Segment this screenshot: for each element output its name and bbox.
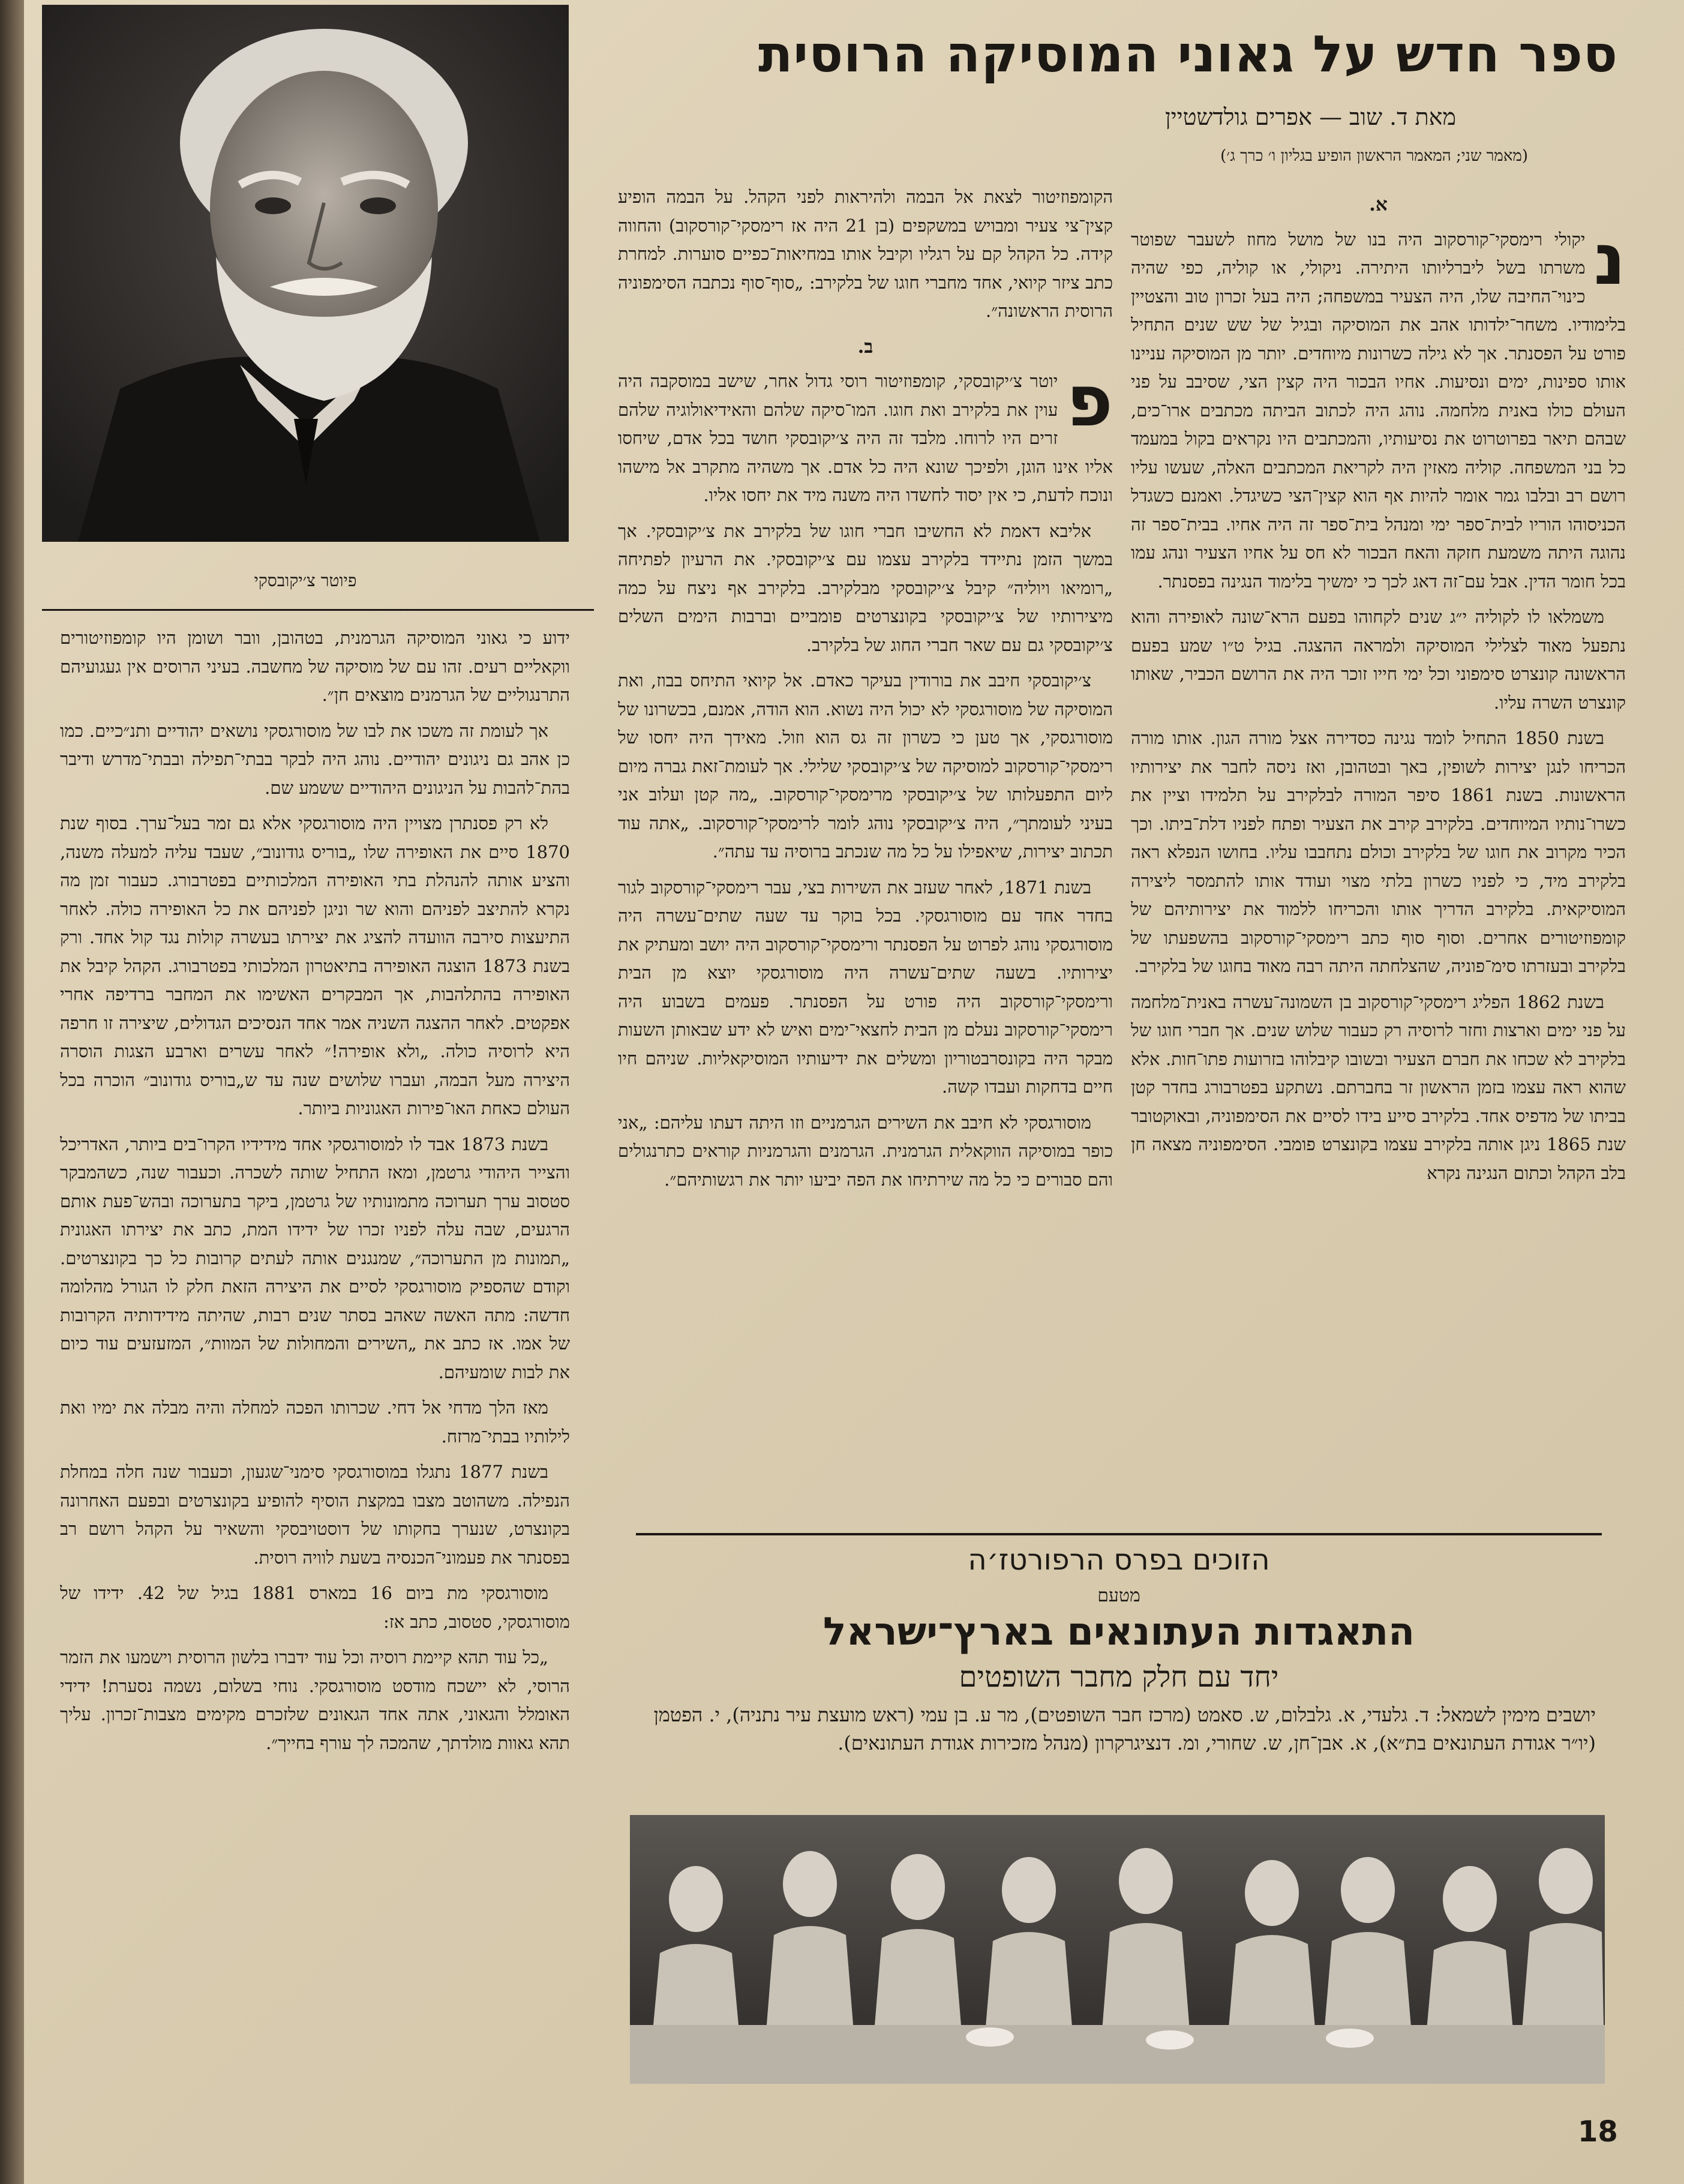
- portrait-photo: [42, 5, 569, 542]
- paragraph: מאז הלך מדחי אל דחי. שכרותו הפכה למחלה והיה מבלה את ימיו ואת לילותיו בבתי־מרזח.: [60, 1397, 570, 1447]
- paragraph: בשנת 1862 הפליג רימסקי־קורסקוב בן השמונה־עשרה באנית־מלחמה על פני ימים וארצות וחזר לרוסיה רק כעבור שלוש שנים. אך חברי חוגו של בלקירב לא שכחו את חברם הצעיר ובשובו קיבלוהו בזרועות פתו־חות. אלא שהוא ראה עצמו בזמן הראשון זר בחברתם. נשתקע בפטרבורג בחדר קטן בביתו של מדפיס אחד. בלקירב סייע בידו לסיים את הסימפוניה, ובאוקטובר שנת 1865 ניגן אותה בלקירב עצמו בקונצרט פומבי. הסימפוניה מצאה חן בלב הקהל וכתום הנגינה נקרא: [1131, 991, 1626, 1183]
- paragraph: בשנת 1877 נתגלו במוסורגסקי סימני־שגעון, וכעבור שנה חלה במחלת הנפילה. משהוטב מצבו במקצת הוסיף להופיע בקונצרטים ובפעם האחרונה בקונצרט, שנערך בחקותו של דוסטויבסקי והשאיר על הקהל רושם רב בפסנתר את פעמוני־הכנסיה בשעת לוויה רוסית.: [60, 1462, 570, 1568]
- paragraph: בשנת 1873 אבד לו למוסורגסקי אחד מידידיו הקרו־בים ביותר, האדריכל והצייר היהודי גרטמן, ומאז התחיל שותה לשכרה. וכעבור שנה, כשהמבקר סטסוב ערך תערוכה מתמונותיו של גרטמן, ביקר בתערוכה ובהש־פעת אותם הרגעים, שבה עלה לפניו זכרו של ידידו המת, כתב את יצירתו האגונית „תמונות מן התערוכה״, שמנגנים אותה לעתים קרובות כל כך בקונצרטים. וקודם שהספיק מוסורגסקי לסיים את היצירה הזאת חלק לו הגורל מהלומה חדשה: מתה האשה שאהב בסתר שנים רבות, שהיתה מידידותיה הקרובות של אמו. אז כתב את „השירים והמחולות של המוות״, המזעזעים עוד כיום את לבות שומעיהם.: [60, 1133, 570, 1382]
- paragraph: הקומפוזיטור לצאת אל הבמה ולהיראות לפני הקהל. על הבמה הופיע קצין־צי צעיר ומבויש במשקפים (בן 21 היה אז רימסקי־קורסקוב) והחווה קידה. כל הקהל קם על רגליו וקיבל אותו במחיאות־כפיים סוערות. למחרת כתב ציזר קיואי, אחד מחברי חוגו של בלקירב: „סוף־סוף נכתבה הסימפוניה הרוסית הראשונה״.: [618, 187, 1113, 321]
- award-organization: התאגדות העתונאים בארץ־ישראל: [823, 1610, 1415, 1654]
- drop-cap: נ: [1593, 217, 1626, 301]
- paragraph: פ יוטר צ׳יקובסקי, קומפוזיטור רוסי גדול אחר, שישב במוסקבה היה עוין את בלקירב ואת חוגו. המו־סיקה שלהם והאידיאולוגיה שלהם זרים היו לרוחו. מלבד זה היה צ׳יקובסקי חושד בכל אדם, שיחסו אליו אינו הוגן, ולפיכך שונא היה כל אדם. אך משהיה מתקרב אל מישהו ונוכח לדעת, כי אין יסוד לחשדו היה משנה מיד את יחסו אליו.: [618, 359, 1113, 505]
- article-note: (מאמר שני; המאמר הראשון הופיע בגליון ו׳ כרך ג׳): [1220, 147, 1528, 165]
- article-byline: מאת ד. שוב — אפרים גולדשטיין: [1164, 104, 1456, 130]
- paragraph: לא רק פסנתרן מצויין היה מוסורגסקי אלא גם זמר בעל־ערך. בסוף שנת 1870 סיים את האופירה שלו „בוריס גודונוב״, שעבד עליה למעלה משנה, והציע אותה להנהלת בתי האופירה המלכותיים בפטרבורג. כעבור זמן מה נקרא להתיצב לפניהם והוא שר וניגן לפניהם את כל האופירה כולה. לאחר התיעצות סירבה הוועדה להציג את יצירתו בעשרה קולות נגד קול אחד. ורק בשנת 1873 הוצגה האופירה בתיאטרון המלכותי בפטרבורג. הקהל קיבל את האופירה בהתלהבות, אך המבקרים האשימו את המחבר ברדיפה אחרי אפקטים. לאחר ההצגה השניה אמר אחד הנסיכים הגדולים, שיצירה זו חרפה היא לרוסיה כולה. „ולא אופירה!״ לאחר עשרים וארבע הצגות הוסרה היצירה מעל הבמה, ועברו שלושים שנה עד ש„בוריס גודונוב״ הוכרה בכל העולם כאחת האו־פירות האגוניות ביותר.: [60, 813, 570, 1118]
- portrait-caption: פיוטר צ׳יקובסקי: [254, 571, 357, 590]
- award-caption: יושבים מימין לשמאל: ד. גלעדי, א. גלבלום, ש. סאמט (מרכז חבר השופטים), מר ע. בן עמי (ראש מועצת עיר נתניה), י. הפטמן (יו״ר אגודת העתונאים בת״א), א. אבן־חן, ש. שחורי, ומ. דנציגרקרון (מנהל מזכירות אגודת העתונאים).: [653, 1703, 1596, 1754]
- article-title: ספר חדש על גאוני המוסיקה הרוסית: [758, 25, 1618, 83]
- column-left: [60, 624, 570, 2121]
- page-number: 18: [1578, 2115, 1618, 2149]
- portrait-divider: [42, 609, 594, 611]
- paragraph: ידוע כי גאוני המוסיקה הגרמנית, בטהובן, וובר ושומן היו קומפוזיטורים ווקאליים רעים. זהו עם של מוסיקה של מחשבה. בעיני הרוסים אין געגועיהם התרנגוליים של הגרמנים מוצאים חן״.: [60, 628, 570, 705]
- journalists-group-image: [630, 1815, 1605, 2084]
- column-middle: [618, 183, 1113, 1524]
- drop-cap: פ: [1066, 359, 1113, 442]
- section-heading-a: א.: [1369, 194, 1388, 215]
- paragraph: בשנת 1850 התחיל לומד נגינה כסדירה אצל מורה הגון. אותו מורה הכריחו לנגן יצירות לשופין, באך ובטהובן, ואז ניסה לחבר את יצירותיו הראשונות. בשנת 1861 סיפר המורה לבלקירב על תלמידו וציין את כשרו־נותיו המיוחדים. בלקירב קירב את הצעיר ופתח לפניו דלת־ביתו. וכך הכיר מקרוב את חוגו של בלקירב וכולם נתחבבו עליו. בחושו הנפלא ראה בלקירב מיד, כי לפניו כשרון בלתי מצוי ועודד אותו להתמסר ליצירה המוסיקאית. בלקירב הדריך אותו והכריחו ללמוד את יצירותיהם של קומפוזיטורים אחרים. וסוף סוף כתב רימסקי־קורסקוב בהשפעתו של בלקירב ובעזרתו סימ־פוניה, שהצלחתה היתה רבה מאוד בחוגו של בלקירב.: [1131, 728, 1626, 976]
- section-heading-b: ב.: [857, 335, 873, 358]
- paragraph: בשנת 1871, לאחר שעזב את השירות בצי, עבר רימסקי־קורסקוב לגור בחדר אחד עם מוסורגסקי. בכל בוקר עד שעה שתים־עשרה היה מוסורגסקי נוהג לפרוט על הפסנתר ורימסקי־קורסקוב היה יושב ומעתיק את יצירותיו. בשעה שתים־עשרה היה מוסורגסקי יוצא מן הבית ורימסקי־קורסקוב היה פורט על הפסנתר. פעמים בשבוע היה רימסקי־קורסקוב נעלם מן הבית לחצאי־ימים ואיש לא ידע שבאותן השעות מבקר היה בקונסרבטוריון ומשלים את ידיעותיו המוסיקאליות. שניהם חיו חיים בדחקות ועבדו קשה.: [618, 877, 1113, 1097]
- paragraph: „כל עוד תהא קיימת רוסיה וכל עוד ידברו בלשון הרוסית וישמעו את הזמר הרוסי, לא יישכח מודסט מוסורגסקי. נוחי בשלום, נשמה נסערת! ידידי האומלל והגאוני, אתה אחד הגאונים שלזכרם מקימים מצבות־זכרון. עליך תהא גאוות מולדתך, שהמכה לך עורף בחייך״.: [60, 1647, 570, 1753]
- paragraph: צ׳יקובסקי חיבב את בורודין בעיקר כאדם. אל קיואי התיחס בבוז, ואת המוסיקה של מוסורגסקי לא יכול היה נשוא. הוא הודה, אמנם, בכשרונו של מוסורגסקי, אך טען כי כשרון זה גס הוא וזול. מאידך היה יחסו של רימסקי־קורסקוב למוסיקה של צ׳יקובסקי שלילי. אך לעומת־זאת גברה מיום ליום התפעלותו של צ׳יקובסקי מרימסקי־קורסקוב. „מה קטן ועלוב אני בעיני לעומתך״, היה צ׳יקובסקי נוהג לומר לרימסקי־קורסקוב. „אתה עוד תכתוב יצירות, שיאפילו על כל מה שנכתב ברוסיה עד עתה״.: [618, 670, 1113, 862]
- group-photo: [630, 1815, 1605, 2084]
- award-subheading: מטעם: [1097, 1585, 1140, 1606]
- paragraph: משמלאו לו לקוליה י״ג שנים לקחוהו בפעם הרא־שונה לאופירה והוא נתפעל מאוד לצלילי המוסיקה ולמראה ההצגה. בגיל ט״ו שמע בפעם הראשונה קונצרט סימפוני וכל ימי חייו זוכר היה את הרושם הכביר, שאותו קונצרט השרה עליו.: [1131, 607, 1626, 713]
- paragraph: אך לעומת זה משכו את לבו של מוסורגסקי נושאים יהודיים ותנ״כיים. כמו כן אהב גם ניגונים יהודיים. נוהג היה לבקר בבתי־תפילה ובבתי־מדרש ודיבר בהת־להבות על הניגונים היהודיים ששמע שם.: [60, 720, 570, 798]
- paragraph: מוסורגסקי לא חיבב את השירים הגרמניים וזו היתה דעתו עליהם: „אני כופר במוסיקה הווקאלית הגרמנית. הגרמנים והגרמניות קוראים כתרנגולים והם סבורים כי כל מה שירתיחו את הפה יביעו יותר את רגשותיהם״.: [618, 1112, 1113, 1190]
- award-box-top-rule: [636, 1533, 1602, 1535]
- award-tagline: יחד עם חלק מחבר השופטים: [959, 1660, 1279, 1694]
- award-heading: הזוכים בפרס הרפורטז׳ה: [968, 1543, 1270, 1577]
- magazine-page: [24, 0, 1684, 2184]
- book-binding: [0, 0, 24, 2184]
- paragraph: מוסורגסקי מת ביום 16 במארס 1881 בגיל של 42. ידידו של מוסורגסקי, סטסוב, כתב אז:: [60, 1583, 570, 1632]
- paragraph: אליבא דאמת לא החשיבו חברי חוגו של בלקירב את צ׳יקובסקי. אך במשך הזמן נתיידד בלקירב עצמו עם צ׳יקובסקי. את הרעיון לפתיחה „רומיאו ויוליה״ קיבל צ׳יקובסקי מבלקירב. בלקירב אף ניצח על כמה מיצירותיו של צ׳יקובסקי בקונצרטים פומביים וברבות הימים השלים צ׳יקובסקי גם עם שאר חברי החוג של בלקירב.: [618, 520, 1113, 655]
- paragraph: נ יקולי רימסקי־קורסקוב היה בנו של מושל מחוז לשעבר שפוטר משרתו בשל ליברליותו היתירה. ניקולי, או קוליה, כפי שהיה כינוי־החיבה שלו, היה הצעיר במשפחה; היה בעל זכרון טוב והצטיין בלימודיו. משחר־ילדותו אהב את המוסיקה ובגיל של שש שנים התחיל פורט על הפסנתר. אך לא גילה כשרונות מיוחדים. יותר מן המוסיקה עניינו אותו ספינות, ימים ונסיעות. אחיו הבכור היה קצין הצי, שסיבב על פני העולם כולו באנית מלחמה. נוהג היה לכתוב הביתה מכתבים ארו־כים, שבהם תיאר בפרוטרוט את נסיעותיו, והמכתבים היו נקראים בקול במעמד כל בני המשפחה. קוליה מאזין היה לקריאת המכתבים האלה, שעשו עליו רושם רב ובלבו גמר אומר להיות אף הוא קצין־הצי כשיגדל. ואמנם כשגדל הכניסוהו הוריו לבית־ספר ימי ומנהל בית־ספר זה היה אחיו. בבית־ספר זה נהוגה היתה משמעת חזקה והאח הבכור לא חס על אחיו הצעיר ונהג עמו בכל חומר הדין. אבל עם־זה דאג לכך כי ימשיך בלימוד הנגינה בפסנתר.: [1131, 217, 1626, 592]
- tchaikovsky-portrait-image: [42, 5, 569, 542]
